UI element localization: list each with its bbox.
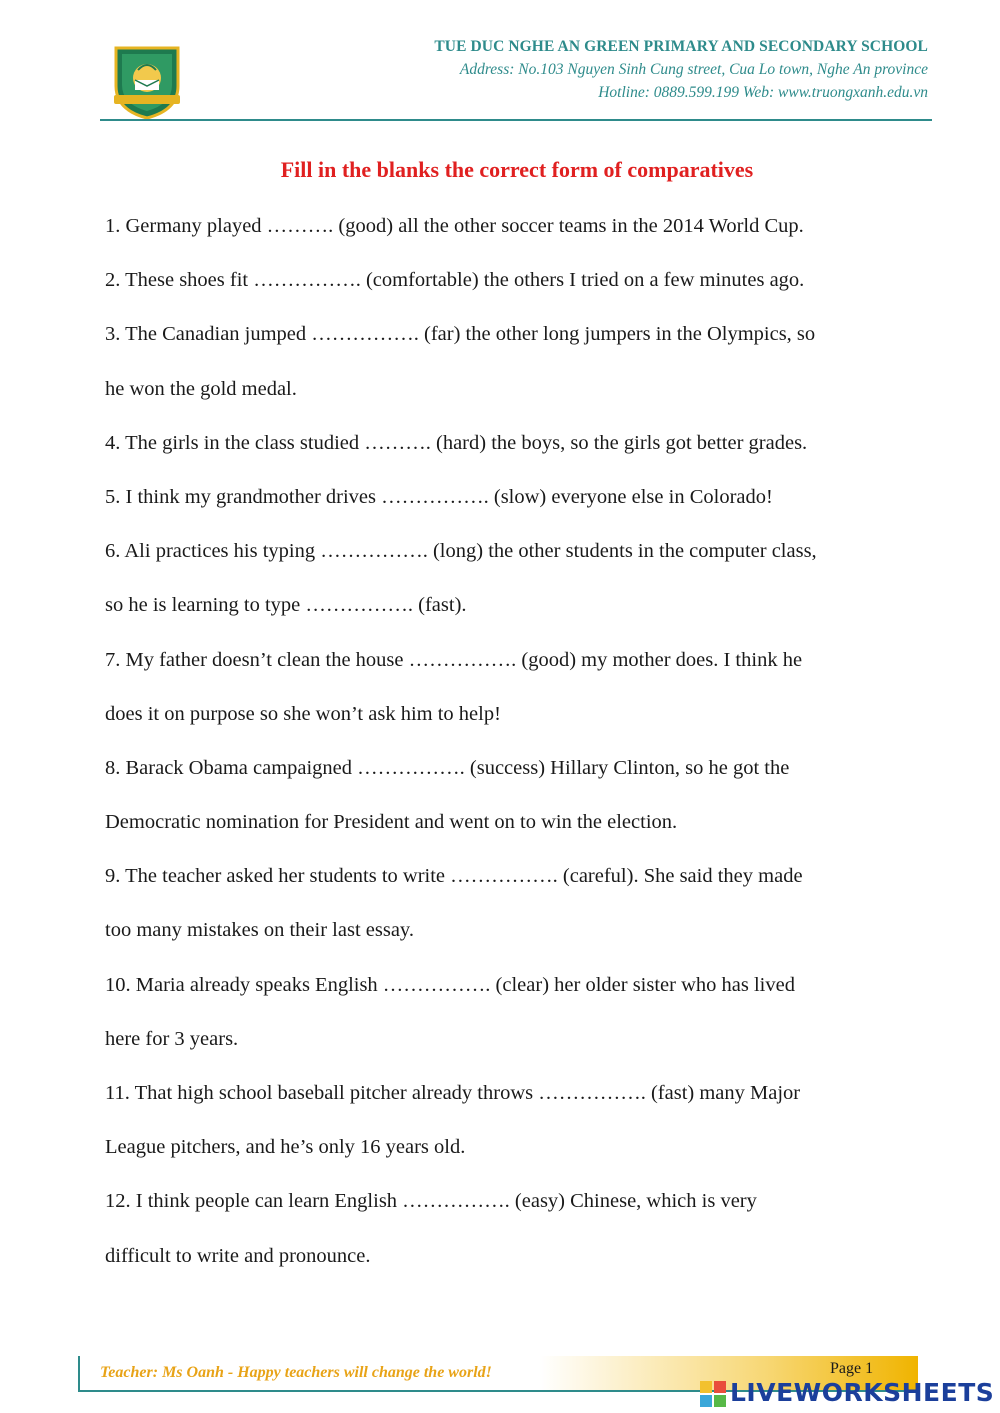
- exercise-line: 12. I think people can learn English ……………. (easy) Chinese, which is very: [105, 1190, 757, 1213]
- school-contact: Hotline: 0889.599.199 Web: www.truongxanh.edu.vn: [598, 84, 928, 101]
- exercise-line: 2. These shoes fit ……………. (comfortable) the others I tried on a few minutes ago.: [105, 269, 805, 292]
- header-divider: [100, 119, 932, 121]
- exercise-line: 5. I think my grandmother drives ……………. (slow) everyone else in Colorado!: [105, 485, 773, 508]
- exercise-line: League pitchers, and he’s only 16 years old.: [105, 1136, 466, 1159]
- liveworksheets-brand: LIVEWORKSHEETS: [730, 1378, 995, 1407]
- exercise-line: 7. My father doesn’t clean the house ……………. (good) my mother does. I think he: [105, 648, 803, 671]
- liveworksheets-watermark: [700, 1378, 1000, 1410]
- exercise-line: does it on purpose so she won’t ask him to help!: [105, 702, 501, 725]
- school-header: [434, 38, 928, 102]
- exercise-line: 4. The girls in the class studied ………. (hard) the boys, so the girls got better grades.: [105, 431, 808, 454]
- page-number: Page 1: [830, 1360, 874, 1377]
- exercise-line: here for 3 years.: [105, 1027, 239, 1050]
- footer-left-rule: [78, 1356, 80, 1392]
- exercise-line: difficult to write and pronounce.: [105, 1244, 371, 1267]
- exercise-line: 9. The teacher asked her students to write ……………. (careful). She said they made: [105, 865, 803, 888]
- teacher-line: Teacher: Ms Oanh - Happy teachers will change the world!: [100, 1364, 492, 1381]
- exercise-line: 1. Germany played ………. (good) all the other soccer teams in the 2014 World Cup.: [105, 215, 804, 237]
- worksheet-title: Fill in the blanks the correct form of comparatives: [280, 157, 754, 182]
- exercise-line: so he is learning to type ……………. (fast).: [105, 594, 467, 617]
- school-address: Address: No.103 Nguyen Sinh Cung street, Cua Lo town, Nghe An province: [459, 61, 928, 78]
- exercise-list: [105, 209, 935, 1293]
- exercise-line: Democratic nomination for President and went on to win the election.: [105, 811, 678, 834]
- school-logo: [108, 40, 186, 120]
- exercise-line: he won the gold medal.: [105, 377, 297, 400]
- liveworksheets-logo-icon: [700, 1381, 726, 1407]
- exercise-line: 8. Barack Obama campaigned ……………. (success) Hillary Clinton, so he got the: [105, 756, 790, 779]
- exercise-line: too many mistakes on their last essay.: [105, 919, 414, 942]
- exercise-line: 10. Maria already speaks English ……………. (clear) her older sister who has lived: [105, 973, 795, 996]
- exercise-line: 11. That high school baseball pitcher already throws ……………. (fast) many Major: [105, 1082, 801, 1104]
- exercise-line: 3. The Canadian jumped ……………. (far) the other long jumpers in the Olympics, so: [105, 323, 816, 346]
- exercise-line: 6. Ali practices his typing ……………. (long) the other students in the computer class,: [105, 540, 817, 563]
- school-name: TUE DUC NGHE AN GREEN PRIMARY AND SECONDARY SCHOOL: [434, 38, 928, 55]
